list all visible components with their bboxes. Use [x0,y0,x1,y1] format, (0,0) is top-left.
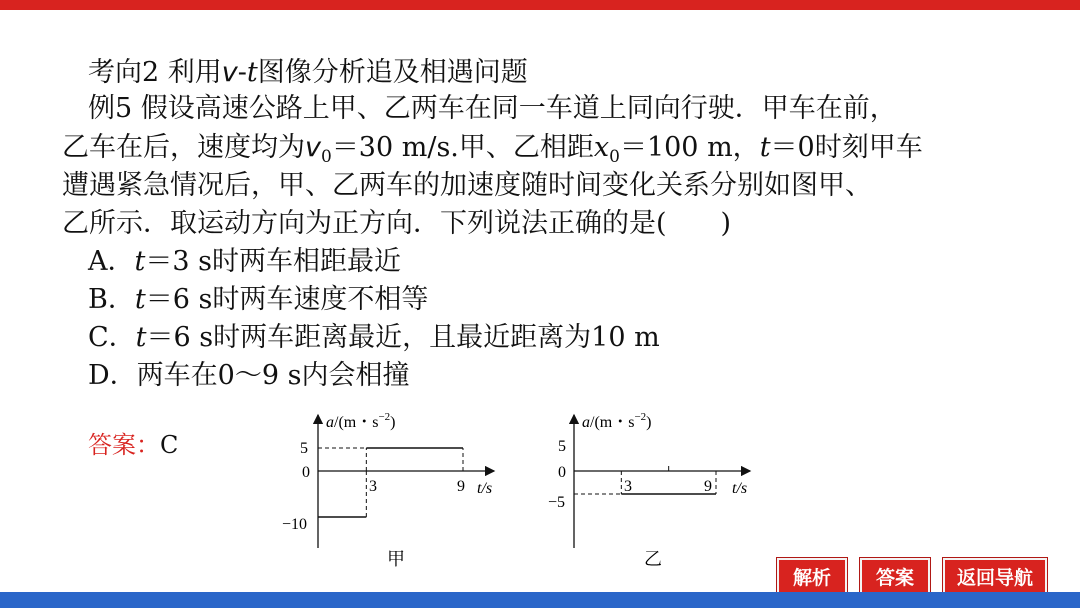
option-c[interactable] [88,320,660,356]
y-axis-label: a/(m・$s^{-2}$) [326,411,396,431]
option-d[interactable] [88,358,409,394]
var-v0: v [305,132,321,163]
option-letter: D． [88,360,137,391]
chart-jia [276,405,516,580]
ytick-0: 0 [302,464,310,481]
ytick-0: 0 [558,464,566,481]
var-v0-subscript: 0 [320,147,332,167]
option-text: ＝3 s时两车相距最近 [145,246,401,277]
option-letter: B． [88,284,135,315]
answer-value: C [160,431,179,459]
ytick-neg10: −10 [282,516,308,533]
xtick-3: 3 [369,478,377,495]
option-letter: C． [88,322,136,353]
bottom-accent-bar [0,592,1080,608]
option-text: ＝6 s时两车速度不相等 [145,284,429,315]
var-t: t [134,284,146,315]
question-text: ＝0时刻甲车 [770,132,923,163]
answer-button[interactable]: 答案 [860,558,930,594]
xtick-3: 3 [624,478,632,495]
section-title [88,55,528,91]
title-text: 考向2 利用 [88,57,222,88]
option-b[interactable] [88,282,428,318]
top-accent-bar [0,0,1080,10]
question-text: ＝100 m， [619,132,760,163]
title-suffix: 图像分析追及相遇问题 [257,57,528,88]
x-axis-label: t/s [477,480,493,497]
ytick-5: 5 [558,438,566,455]
option-letter: A． [88,246,135,277]
option-a[interactable] [88,244,401,280]
chart-caption: 乙 [644,549,662,569]
y-axis-label: a/(m・$s^{-2}$) [582,411,652,431]
chart-caption: 甲 [387,549,405,569]
xtick-9: 9 [457,478,465,495]
analysis-button[interactable]: 解析 [777,558,847,594]
title-dash: - [237,57,247,88]
var-t: t [759,132,771,163]
question-text: 乙车在后，速度均为 [62,132,305,163]
answer [88,425,178,460]
back-to-nav-button[interactable]: 返回导航 [943,558,1047,594]
question-text: ＝30 m/s.甲、乙相距 [331,132,594,163]
var-t: t [134,246,146,277]
x-axis-label: t/s [732,480,748,497]
question-line-1: 例5 假设高速公路上甲、乙两车在同一车道上同向行驶．甲车在前， [88,93,897,124]
question-line-3: 遭遇紧急情况后，甲、乙两车的加速度随时间变化关系分别如图甲、 [62,170,872,201]
title-var-v: v [221,57,238,88]
xtick-9: 9 [704,478,712,495]
option-text: 两车在0～9 s内会相撞 [136,360,410,391]
title-var-t: t [246,57,258,88]
option-text: ＝6 s时两车距离最近，且最近距离为10 m [146,322,660,353]
var-t: t [135,322,147,353]
answer-label: 答案： [88,431,160,459]
question-line-4: 乙所示．取运动方向为正方向．下列说法正确的是( ) [62,208,732,239]
ytick-neg5: −5 [548,494,566,511]
var-x0-subscript: 0 [609,147,620,167]
ytick-5: 5 [300,440,308,457]
var-x0: x [593,132,610,163]
chart-yi [540,405,770,580]
